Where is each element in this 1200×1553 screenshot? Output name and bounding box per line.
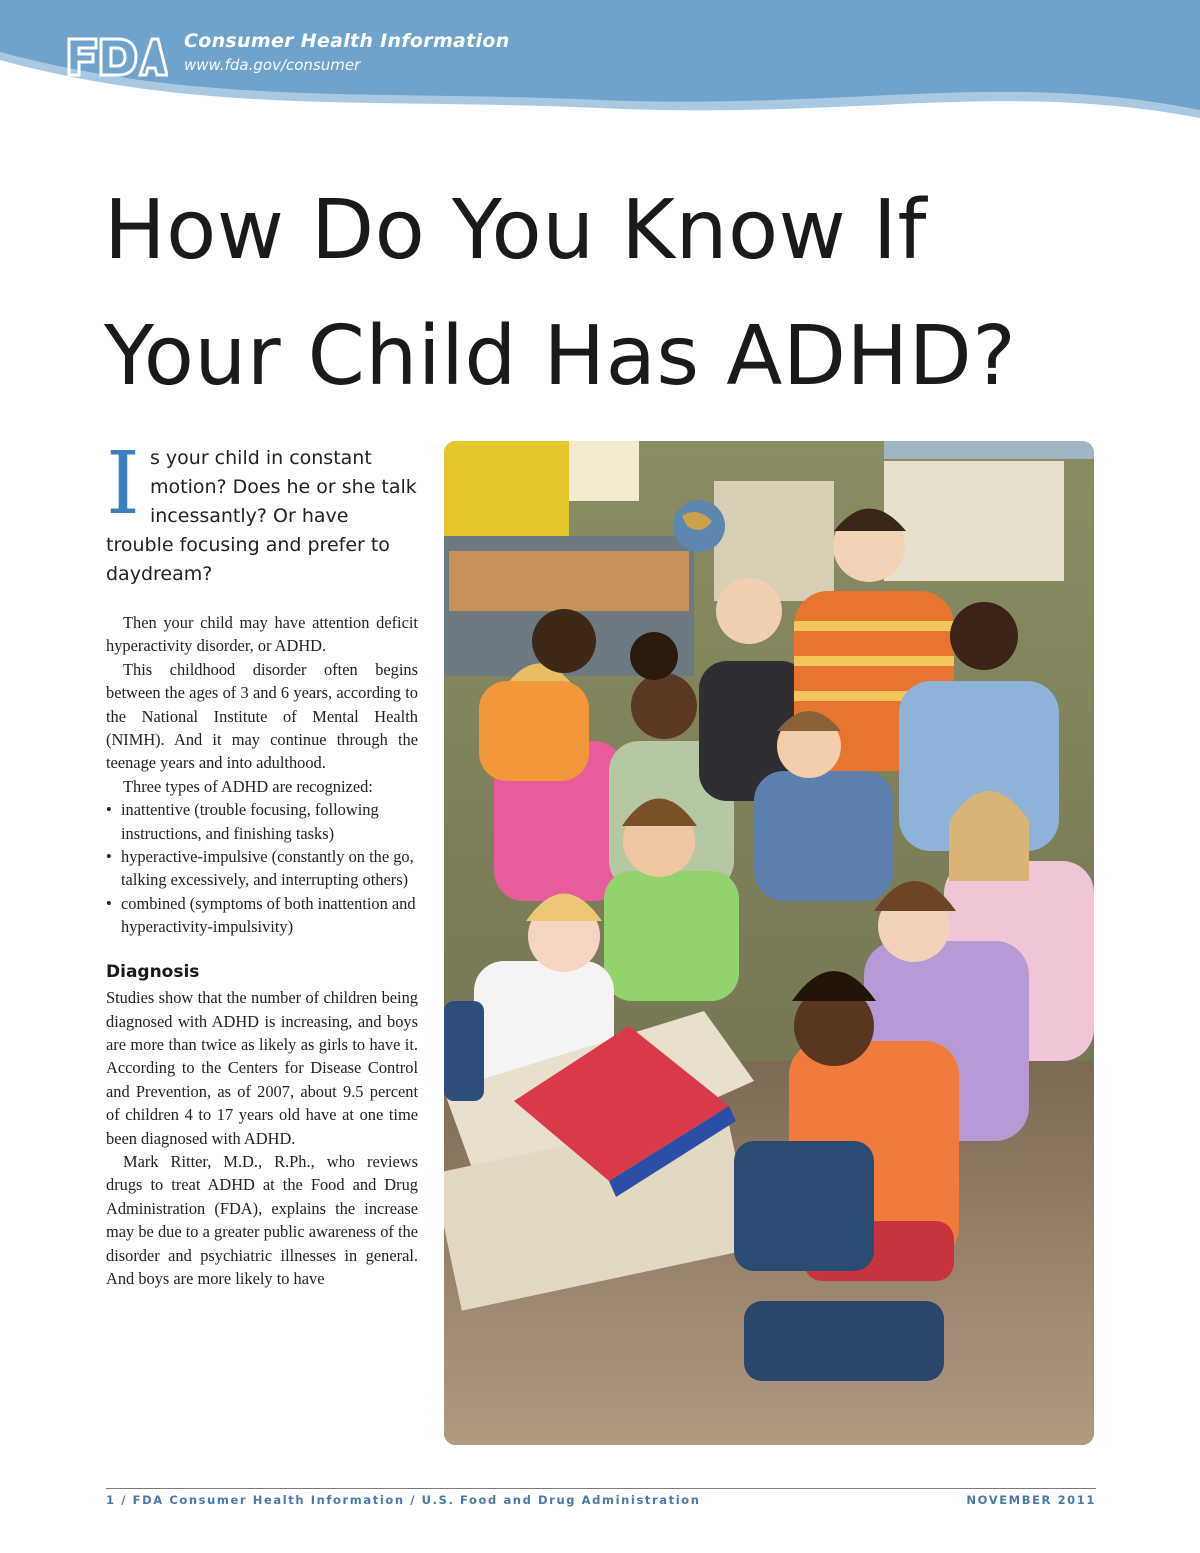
article-column bbox=[106, 434, 418, 1290]
header-text bbox=[184, 30, 510, 74]
intro-text: s your child in constant motion? Does he or she talk incessantly? Or have trouble focusing and prefer to daydream? bbox=[106, 447, 417, 585]
classroom-photo bbox=[444, 441, 1094, 1445]
title-line-2: Your Child Has ADHD? bbox=[104, 309, 1017, 404]
fda-logo-mark bbox=[66, 36, 168, 78]
header-wave bbox=[0, 0, 1200, 135]
paragraph: Three types of ADHD are recognized: bbox=[123, 776, 373, 796]
paragraph: Studies show that the number of children being diagnosed with ADHD is increasing, and boys are more than twice as likely as girls to have it. According to the Centers for Disease Control and Prevention, as of 2007, about 9.5 percent of children 4 to 17 years old have at one time been diagnosed with ADHD. bbox=[106, 988, 418, 1148]
list-item: • combined (symptoms of both inattention and hyperactivity-impulsivity) bbox=[106, 892, 418, 939]
paragraph: This childhood disorder often begins between the ages of 3 and 6 years, according to the National Institute of Mental Health (NIMH). And it may continue through the teenage years and into adulthood. bbox=[106, 659, 418, 773]
children-classroom-image bbox=[444, 441, 1094, 1445]
header-url: www.fda.gov/consumer bbox=[184, 56, 361, 74]
drop-cap: I bbox=[106, 434, 140, 534]
list-item: • hyperactive-impulsive (constantly on the go, talking excessively, and interrupting others) bbox=[106, 845, 418, 892]
intro-paragraph bbox=[106, 434, 418, 589]
fda-logo bbox=[66, 36, 168, 78]
footer-rule bbox=[106, 1488, 1096, 1489]
header-title: Consumer Health Information bbox=[184, 30, 510, 52]
adhd-types-list bbox=[106, 798, 418, 938]
diagnosis-heading: Diagnosis bbox=[106, 961, 200, 982]
paragraph: Then your child may have attention deficit hyperactivity disorder, or ADHD. bbox=[106, 613, 418, 656]
footer-date: NOVEMBER 2011 bbox=[966, 1493, 1096, 1507]
list-item: • inattentive (trouble focusing, following instructions, and finishing tasks) bbox=[106, 798, 418, 845]
body-text bbox=[106, 611, 418, 1290]
page-title bbox=[104, 168, 1164, 420]
footer-left: 1 / FDA Consumer Health Information / U.S. Food and Drug Administration bbox=[106, 1493, 701, 1507]
title-line-1: How Do You Know If bbox=[104, 183, 927, 278]
header-band bbox=[0, 0, 1200, 135]
paragraph: Mark Ritter, M.D., R.Ph., who reviews drugs to treat ADHD at the Food and Drug Administration (FDA), explains the increase may be due to a greater public awareness of the disorder and psychiatric illnesses in general. And boys are more likely to have bbox=[106, 1151, 418, 1288]
